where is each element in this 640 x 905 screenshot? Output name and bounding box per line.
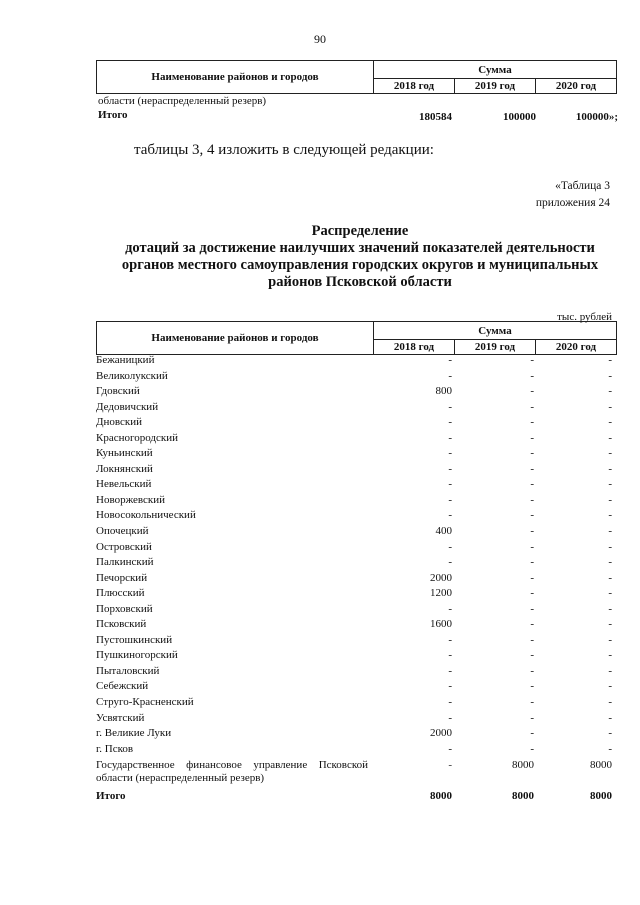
row-value-2020: - [608,354,612,366]
row-name: Красногородский [96,431,179,444]
row-value-2018: - [448,602,452,615]
row-value-2018: - [448,696,452,709]
row-value-2018: - [448,711,452,724]
row-name: Гдовский [96,385,140,398]
row-name: Пустошкинский [96,633,173,646]
row-name: Себежский [96,680,149,693]
row-value-2018: 8000 [430,790,452,803]
row-value-2020: - [608,478,612,491]
row-value-2020: - [608,696,612,709]
row-name: Дедовичский [96,400,159,413]
row-value-2018: - [448,431,452,444]
header-sum: Сумма [374,322,617,340]
row-value-2020: - [608,416,612,429]
row-value-2019: 8000 [512,759,534,772]
table-row [94,463,614,479]
row-name: Порховский [96,602,153,615]
table-row [94,743,614,759]
table-row [94,509,614,525]
row-value-2019: 8000 [512,790,534,803]
row-value-2019: - [530,540,534,553]
row-value-2018: - [448,633,452,646]
table-reference [536,178,610,212]
title-line4: районов Псковской области [268,274,452,290]
table-row [94,712,614,728]
row-name: г. Псков [96,742,134,755]
row-value-2019: - [530,525,534,538]
prev-table-header [96,60,617,94]
table-row [94,385,614,401]
row-value-2019: - [530,633,534,646]
table-row-reserve [94,759,614,790]
row-name: Островский [96,540,152,553]
row-value-2019: - [530,742,534,755]
table-body [94,354,614,806]
row-value-2018: - [448,478,452,491]
table-row [94,447,614,463]
intro-text: таблицы 3, 4 изложить в следующей редакции: [134,142,434,158]
row-name: Псковский [96,618,147,631]
row-value-2020: 8000 [590,759,612,772]
row-name: Новоржевский [96,493,166,506]
row-name: Пыталовский [96,664,160,677]
page-number: 90 [314,32,326,46]
row-value-2019: - [530,416,534,429]
row-value-2020: - [608,431,612,444]
row-name: Государственное финансовое управление Псковской области (нераспределенный резерв) [96,759,368,785]
row-value-2018: - [448,664,452,677]
row-value-2019: - [530,385,534,398]
row-value-2020: - [608,711,612,724]
row-value-2020: - [608,664,612,677]
row-value-2020: - [608,571,612,584]
row-value-2020: - [608,633,612,646]
header-year-2019: 2019 год [455,340,536,355]
table-row [94,665,614,681]
row-value-2020: - [608,493,612,506]
table-row [94,416,614,432]
table-row [94,401,614,417]
row-name: Печорский [96,571,148,584]
row-value-2018: 2000 [430,727,452,740]
row-name: Новосокольнический [96,509,196,522]
table-row [94,432,614,448]
table-row [94,603,614,619]
row-value-2020: - [608,540,612,553]
prev-table-cont-text: области (нераспределенный резерв) [98,95,267,107]
title-line2: дотаций за достижение наилучших значений показателей деятельности [125,240,595,256]
title-line3: органов местного самоуправления городских округов и муниципальных [121,257,599,273]
table-row-total [94,790,614,806]
row-value-2020: 8000 [590,790,612,803]
row-value-2019: - [530,587,534,600]
header-year-2018: 2018 год [374,340,455,355]
prev-header-year-2018: 2018 год [374,79,455,94]
title-line1: Распределение [311,223,409,239]
row-value-2018: - [448,462,452,475]
row-value-2020: - [608,727,612,740]
row-value-2018: - [448,509,452,522]
row-value-2019: - [530,664,534,677]
header-name-col: Наименование районов и городов [97,322,374,355]
row-name: г. Великие Луки [96,727,172,740]
table-header [96,321,617,355]
row-value-2018: - [448,493,452,506]
row-value-2018: - [448,369,452,382]
row-value-2019: - [530,727,534,740]
row-name: Локнянский [96,462,153,475]
row-value-2019: - [530,478,534,491]
row-name: Великолукский [96,369,168,382]
row-value-2020: - [608,400,612,413]
row-value-2019: - [530,711,534,724]
prev-header-sum: Сумма [374,61,617,79]
row-value-2020: - [608,369,612,382]
row-value-2019: - [530,602,534,615]
row-value-2019: - [530,618,534,631]
row-name: Бежаницкий [96,354,155,366]
row-value-2018: - [448,540,452,553]
prev-total-label: Итого [98,109,128,121]
table-row [94,696,614,712]
prev-total-2019: 100000 [503,111,536,123]
header-year-2020: 2020 год [536,340,617,355]
row-value-2019: - [530,369,534,382]
row-value-2018: - [448,759,452,772]
row-name: Опочецкий [96,525,149,538]
table-row [94,370,614,386]
row-value-2019: - [530,571,534,584]
table-row [94,556,614,572]
units-label: тыс. рублей [557,311,612,323]
document-title [90,223,630,291]
row-name: Куньинский [96,447,153,460]
table-row [94,494,614,510]
row-name: Невельский [96,478,152,491]
row-value-2020: - [608,525,612,538]
row-value-2018: 800 [435,385,452,398]
row-value-2019: - [530,400,534,413]
row-value-2020: - [608,618,612,631]
row-value-2020: - [608,385,612,398]
row-value-2018: 1600 [430,618,452,631]
row-name: Плюсский [96,587,145,600]
row-value-2019: - [530,431,534,444]
row-value-2019: - [530,354,534,366]
row-name: Итого [96,790,126,803]
table-row [94,618,614,634]
table-row [94,525,614,541]
table-row [94,478,614,494]
row-value-2018: - [448,416,452,429]
table-row [94,634,614,650]
table-row [94,354,614,370]
table-row [94,587,614,603]
table-row [94,680,614,696]
row-value-2018: 2000 [430,571,452,584]
prev-header-year-2019: 2019 год [455,79,536,94]
table-reference-line1: «Таблица 3 [555,180,610,192]
row-name: Струго-Красненский [96,696,194,709]
row-value-2018: - [448,649,452,662]
table-row [94,572,614,588]
row-value-2019: - [530,696,534,709]
row-value-2020: - [608,680,612,693]
row-value-2020: - [608,649,612,662]
table-row [94,541,614,557]
table-row [94,727,614,743]
row-value-2020: - [608,742,612,755]
row-value-2020: - [608,447,612,460]
table-reference-line2: приложения 24 [535,197,610,209]
row-value-2019: - [530,556,534,569]
row-value-2018: 400 [435,525,452,538]
row-value-2019: - [530,509,534,522]
row-name: Палкинский [96,556,154,569]
row-name: Пушкиногорский [96,649,178,662]
prev-total-2020: 100000»; [575,111,618,123]
row-value-2019: - [530,680,534,693]
row-value-2018: - [448,556,452,569]
row-value-2018: - [448,354,452,366]
row-value-2019: - [530,649,534,662]
row-value-2019: - [530,493,534,506]
row-value-2018: - [448,447,452,460]
row-value-2019: - [530,447,534,460]
row-value-2018: - [448,742,452,755]
row-value-2018: - [448,680,452,693]
row-value-2020: - [608,602,612,615]
row-value-2018: 1200 [430,587,452,600]
row-value-2020: - [608,587,612,600]
row-value-2020: - [608,556,612,569]
row-value-2019: - [530,462,534,475]
row-name: Усвятский [96,711,145,724]
row-value-2020: - [608,509,612,522]
row-name: Дновский [96,416,143,429]
row-value-2020: - [608,462,612,475]
row-value-2018: - [448,400,452,413]
prev-header-name-col: Наименование районов и городов [97,61,374,94]
prev-total-2018: 180584 [419,111,452,123]
prev-header-year-2020: 2020 год [536,79,617,94]
table-row [94,649,614,665]
